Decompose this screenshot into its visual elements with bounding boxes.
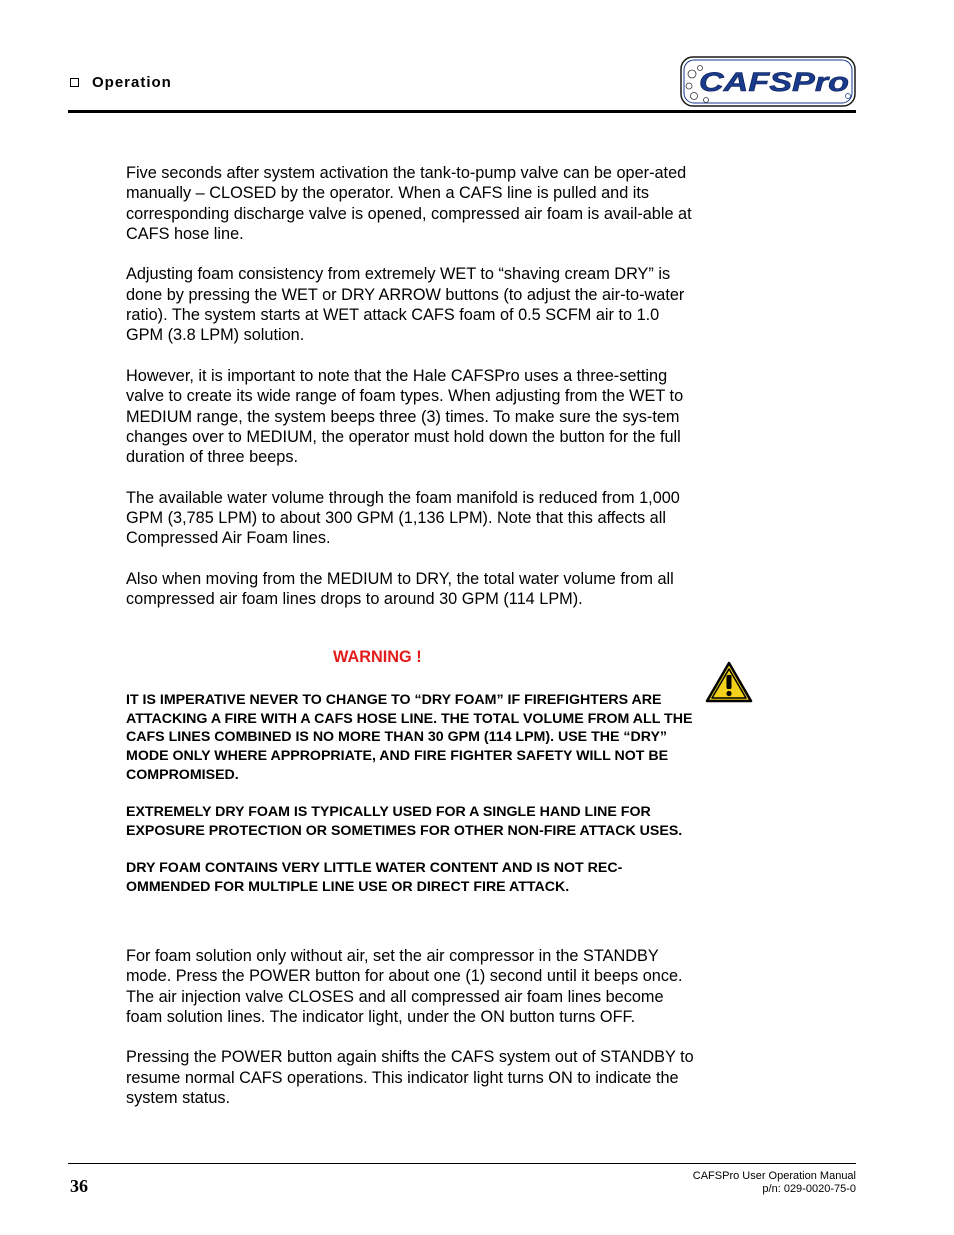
body-paragraph: Adjusting foam consistency from extremely WET to “shaving cream DRY” is done by pressing the WET or DRY ARROW buttons (to adjust the air-to-water ratio). The system starts at WET attack CAFS foam of 0.5 SCFM air to 1.0 GPM (3.8 LPM) solution. — [126, 265, 685, 345]
body-text-section-1 — [126, 163, 700, 630]
body-paragraph: For foam solution only without air, set the air compressor in the STANDBY mode. Press the POWER button for about one (1) second until it beeps once. The air injection valve CLOSES and all compressed air foam lines become foam solution lines. The indicator light, under the ON button turns OFF. — [126, 947, 683, 1026]
body-paragraph: Pressing the POWER button again shifts the CAFS system out of STANDBY to resume normal CAFS operations. This indicator light turns ON to indicate the system status. — [126, 1048, 694, 1108]
body-paragraph: The available water volume through the foam manifold is reduced from 1,000 GPM (3,785 LPM) to about 300 GPM (1,136 LPM). Note that this affects all Compressed Air Foam lines. — [126, 488, 680, 548]
warning-triangle-icon — [704, 660, 754, 704]
checkbox-bullet-icon — [70, 78, 79, 87]
body-text-section-2 — [126, 946, 700, 1129]
warning-paragraph: DRY FOAM CONTAINS VERY LITTLE WATER CONTENT AND IS NOT REC-OMMENDED FOR MULTIPLE LINE USE OR DIRECT FIRE ATTACK. — [126, 860, 623, 895]
warning-title: WARNING ! — [333, 648, 422, 666]
section-header — [70, 74, 172, 91]
page-number: 36 — [70, 1176, 88, 1196]
svg-text:CAFSPro: CAFSPro — [699, 67, 849, 97]
warning-paragraph: IT IS IMPERATIVE NEVER TO CHANGE TO “DRY FOAM” IF FIREFIGHTERS ARE ATTACKING A FIRE WITH A CAFS HOSE LINE. THE TOTAL VOLUME FROM ALL THE CAFS LINES COMBINED IS NO MORE THAN 30 GPM (114 LPM). USE THE “DRY” MODE ONLY WHERE APPROPRIATE, AND FIRE FIGHTER SAFETY WILL NOT BE COMPROMISED. — [126, 692, 693, 783]
body-paragraph: Also when moving from the MEDIUM to DRY, the total water volume from all compressed air foam lines drops to around 30 GPM (114 LPM). — [126, 569, 674, 609]
part-number: p/n: 029-0020-75-0 — [762, 1183, 856, 1195]
cafspro-logo — [680, 56, 856, 107]
warning-paragraph: EXTREMELY DRY FOAM IS TYPICALLY USED FOR A SINGLE HAND LINE FOR EXPOSURE PROTECTION OR SOMETIMES FOR OTHER NON-FIRE ATTACK USES. — [126, 804, 683, 839]
section-title: Operation — [92, 74, 172, 91]
footer-info — [693, 1170, 856, 1196]
footer-rule — [68, 1163, 856, 1164]
manual-title: CAFSPro User Operation Manual — [692, 1170, 856, 1182]
body-paragraph: Five seconds after system activation the tank-to-pump valve can be oper-ated manually – CLOSED by the operator. When a CAFS line is pulled and its corresponding discharge valve is opened, compressed air foam is avail-able at CAFS hose line. — [126, 164, 692, 243]
header-rule — [68, 110, 856, 113]
body-paragraph: However, it is important to note that the Hale CAFSPro uses a three-setting valve to create its wide range of foam types. When adjusting from the WET to MEDIUM range, the system beeps three (3) times. To make sure the sys-tem changes over to MEDIUM, the operator must hold down the button for the full duration of three beeps. — [126, 366, 684, 467]
warning-body — [126, 691, 706, 915]
